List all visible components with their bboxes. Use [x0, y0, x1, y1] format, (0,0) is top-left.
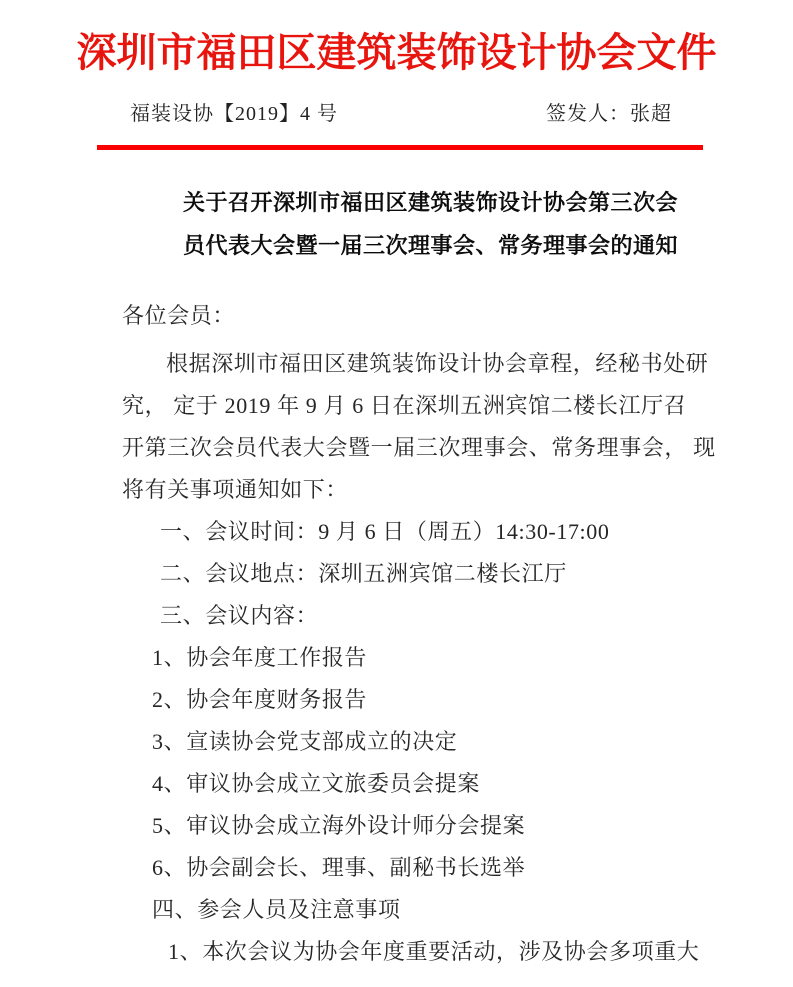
list-item-attendees-heading: 四、参会人员及注意事项: [152, 897, 401, 922]
paragraph-line: 根据深圳市福田区建筑装饰设计协会章程，经秘书处研: [166, 351, 709, 376]
org-header-title: 深圳市福田区建筑装饰设计协会文件: [76, 30, 717, 75]
salutation: 各位会员：: [122, 303, 236, 328]
doc-number: 福装设协【2019】4 号: [130, 103, 338, 125]
issuer-name: 签发人：张超: [546, 103, 672, 125]
subject-line-1: 关于召开深圳市福田区建筑装饰设计协会第三次会: [183, 190, 679, 215]
list-item-meeting-place: 二、会议地点：深圳五洲宾馆二楼长江厅: [160, 561, 567, 586]
paragraph-line: 开第三次会员代表大会暨一届三次理事会、常务理事会， 现: [122, 435, 716, 460]
list-item-agenda-3: 3、宣读协会党支部成立的决定: [152, 729, 458, 754]
document-subject: [183, 181, 678, 267]
subject-line-2: 员代表大会暨一届三次理事会、常务理事会的通知: [183, 233, 679, 258]
paragraph-line: 究， 定于 2019 年 9 月 6 日在深圳五洲宾馆二楼长江厅召: [122, 393, 687, 418]
list-item-agenda-2: 2、协会年度财务报告: [152, 687, 368, 712]
list-item-meeting-time: 一、会议时间：9 月 6 日（周五）14:30-17:00: [160, 519, 610, 544]
paragraph-line: 将有关事项通知如下：: [122, 477, 349, 502]
list-item-agenda-1: 1、协会年度工作报告: [152, 645, 368, 670]
list-item-agenda-4: 4、审议协会成立文旅委员会提案: [152, 771, 481, 796]
doc-meta-row: [130, 100, 672, 128]
document-body: [122, 295, 716, 973]
list-item-notice-1: 1、本次会议为协会年度重要活动，涉及协会多项重大: [168, 939, 700, 964]
list-item-agenda-5: 5、审议协会成立海外设计师分会提案: [152, 813, 526, 838]
red-divider-rule: [97, 145, 703, 150]
list-item-agenda-6: 6、协会副会长、理事、副秘书长选举: [152, 855, 526, 880]
list-item-meeting-content: 三、会议内容：: [160, 603, 319, 628]
